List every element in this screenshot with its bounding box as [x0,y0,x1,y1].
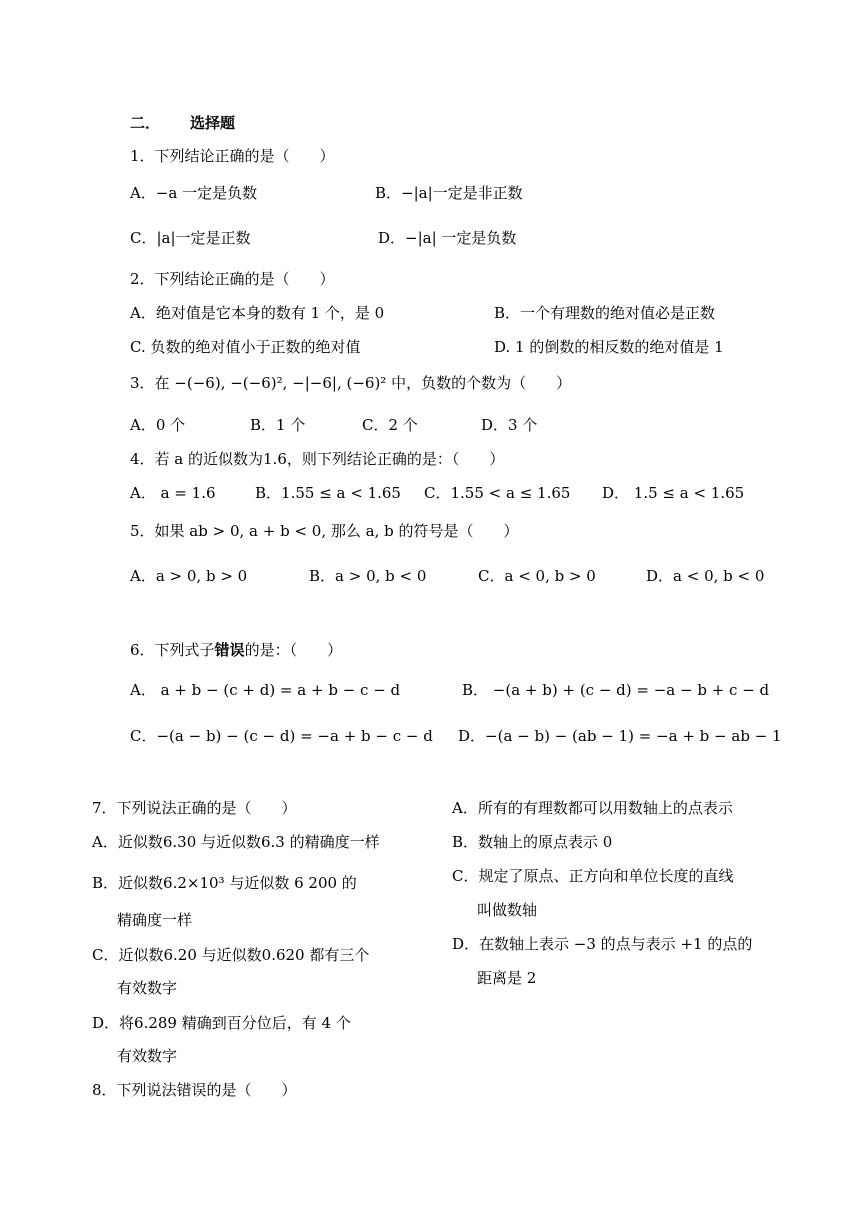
question-2-option-c: C. 负数的绝对值小于正数的绝对值 [130,338,361,356]
question-3-option-b: B．1 个 [250,416,306,434]
question-1-option-d: D．−|a| 一定是负数 [378,229,517,247]
question-6-stem [130,640,342,660]
question-8-option-c-cont: 叫做数轴 [477,901,538,919]
question-6-option-a: A． a + b − (c + d) = a + b − c − d [130,681,401,699]
question-4-option-c: C．1.55 < a ≤ 1.65 [424,484,571,502]
question-2-option-b: B．一个有理数的绝对值必是正数 [494,304,716,322]
section-number: 二． [130,114,161,132]
question-2-option-d: D. 1 的倒数的相反数的绝对值是 1 [494,338,724,356]
question-8-option-b: B．数轴上的原点表示 0 [452,833,613,851]
question-4-option-d: D． 1.5 ≤ a < 1.65 [602,484,745,502]
question-4-option-a: A． a = 1.6 [130,484,216,502]
question-6-stem-emphasis: 错误 [214,641,245,659]
question-5-option-d: D．a < 0, b < 0 [646,567,765,585]
question-2-stem: 2．下列结论正确的是（ ） [130,270,335,288]
question-1-option-b: B．−|a|一定是非正数 [375,184,523,202]
question-7-stem: 7．下列说法正确的是（ ） [92,799,297,817]
question-7-option-b: B．近似数6.2×10³ 与近似数 6 200 的 [92,874,357,892]
question-8-stem: 8．下列说法错误的是（ ） [92,1081,297,1099]
question-7-option-b-cont: 精确度一样 [117,911,193,929]
question-4-stem: 4．若 a 的近似数为1.6，则下列结论正确的是：（ ） [130,450,505,468]
question-8-option-d-cont: 距离是 2 [477,969,537,987]
question-7-option-c-cont: 有效数字 [117,979,178,997]
question-5-option-b: B．a > 0, b < 0 [309,567,427,585]
question-3-option-a: A．0 个 [130,416,186,434]
question-2-option-a: A．绝对值是它本身的数有 1 个，是 0 [130,304,385,322]
question-3-option-d: D．3 个 [481,416,538,434]
section-title: 选择题 [190,114,236,132]
question-6-option-d: D．−(a − b) − (ab − 1) = −a + b − ab − 1 [458,727,782,745]
question-6-option-c: C．−(a − b) − (c − d) = −a + b − c − d [130,727,433,745]
question-7-option-d: D．将6.289 精确到百分位后，有 4 个 [92,1014,351,1032]
question-5-option-c: C．a < 0, b > 0 [478,567,596,585]
question-7-option-c: C．近似数6.20 与近似数0.620 都有三个 [92,946,370,964]
question-8-option-a: A．所有的有理数都可以用数轴上的点表示 [452,799,733,817]
question-8-option-c: C．规定了原点、正方向和单位长度的直线 [452,867,734,885]
question-6-option-b: B． −(a + b) + (c − d) = −a − b + c − d [462,681,770,699]
question-5-stem: 5．如果 ab > 0, a + b < 0, 那么 a, b 的符号是（ ） [130,522,519,540]
question-6-stem-prefix: 6．下列式子 [130,641,215,659]
question-4-option-b: B．1.55 ≤ a < 1.65 [255,484,401,502]
question-1-option-c: C．|a|一定是正数 [130,229,251,247]
question-5-option-a: A．a > 0, b > 0 [130,567,248,585]
question-3-stem: 3．在 −(−6), −(−6)², −|−6|, (−6)² 中，负数的个数为（ ） [130,374,572,392]
question-1-stem: 1．下列结论正确的是（ ） [130,147,335,165]
question-6-stem-suffix: 的是：（ ） [244,641,343,659]
question-3-option-c: C．2 个 [362,416,418,434]
question-1-option-a: A．−a 一定是负数 [130,184,258,202]
question-7-option-d-cont: 有效数字 [117,1047,178,1065]
question-8-option-d: D．在数轴上表示 −3 的点与表示 +1 的点的 [452,935,753,953]
question-7-option-a: A．近似数6.30 与近似数6.3 的精确度一样 [92,833,380,851]
